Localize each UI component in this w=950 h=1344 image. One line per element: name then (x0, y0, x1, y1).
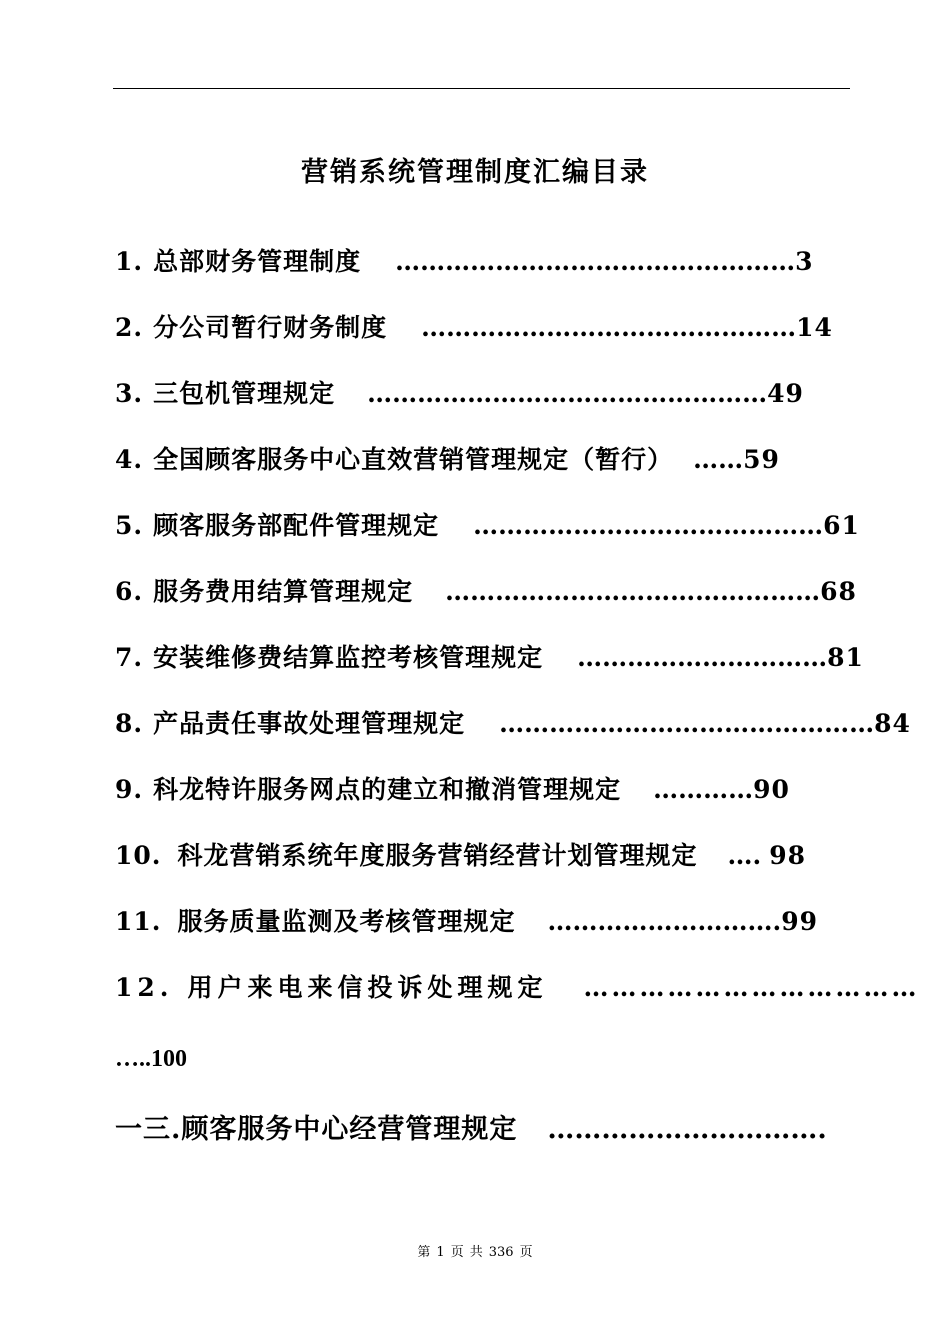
toc-entry[interactable] (115, 311, 833, 345)
toc-entry[interactable] (115, 707, 911, 741)
entry-leader: …… (693, 445, 744, 474)
toc-entry[interactable] (115, 509, 860, 543)
entry-title: 科龙特许服务网点的建立和撤消管理规定 (153, 775, 622, 804)
toc-entry[interactable] (115, 905, 818, 939)
entry-page: 14 (796, 313, 833, 342)
entry-title: 顾客服务部配件管理规定 (153, 511, 440, 540)
entry-leader: ………… (653, 775, 754, 804)
entry-title: 安装维修费结算监控考核管理规定 (153, 643, 544, 672)
entry-leader: ………………………………………… (367, 379, 768, 408)
entry-leader: ………………………. (547, 907, 782, 936)
toc-entry[interactable] (115, 1113, 827, 1147)
entry-number: 12. (115, 973, 174, 1002)
entry-number: 5. (115, 511, 144, 540)
entry-number: 10. (115, 841, 162, 870)
entry-number: 6. (115, 577, 144, 606)
entry-number: 9. (115, 775, 144, 804)
entry-title: 用户来电来信投诉处理规定 (187, 973, 548, 1002)
entry-title: 三包机管理规定 (153, 379, 336, 408)
entry-leader: ……………………………… (583, 973, 920, 1002)
entry-leader: ……………………………………… (445, 577, 821, 606)
header-rule (113, 88, 850, 89)
toc-entry[interactable] (115, 773, 790, 807)
entry-title: 服务质量监测及考核管理规定 (177, 907, 516, 936)
entry-page: 3 (795, 247, 814, 276)
entry-leader: ………………………………………… (395, 247, 796, 276)
entry-leader: …. (727, 841, 762, 870)
footer-page-label: 页 (450, 1245, 464, 1260)
entry-title: 总部财务管理制度 (153, 247, 362, 276)
entry-number: 8. (115, 709, 144, 738)
wrapped-page-number: …..100 (115, 1046, 187, 1072)
entry-number: 7. (115, 643, 144, 672)
entry-leader: ………………………… (577, 643, 828, 672)
entry-page: 98 (769, 841, 807, 870)
entry-page: 81 (827, 643, 864, 672)
toc-entry[interactable] (115, 245, 814, 279)
page-footer (0, 1241, 950, 1260)
entry-title: 分公司暂行财务制度 (153, 313, 388, 342)
entry-leader: ……………………………………… (499, 709, 875, 738)
toc-entry[interactable] (115, 839, 806, 873)
entry-page: 90 (753, 775, 790, 804)
footer-page-number: 1 (436, 1245, 445, 1260)
entry-number: 4. (115, 445, 144, 474)
entry-number: 2. (115, 313, 144, 342)
entry-title: 全国顾客服务中心直效营销管理规定（暂行） (153, 445, 674, 474)
page-title: 营销系统管理制度汇编目录 (301, 157, 649, 188)
entry-title: 服务费用结算管理规定 (153, 577, 414, 606)
toc-entry[interactable] (115, 971, 920, 1005)
entry-title: 顾客服务中心经营管理规定 (181, 1114, 518, 1145)
toc-entry[interactable] (115, 443, 780, 477)
toc-entry[interactable] (115, 575, 857, 609)
entry-page: 61 (823, 511, 860, 540)
footer-prefix: 第 (417, 1245, 431, 1260)
entry-page: 68 (820, 577, 857, 606)
entry-title: 科龙营销系统年度服务营销经营计划管理规定 (177, 841, 698, 870)
toc-entry[interactable] (115, 377, 804, 411)
footer-total-pages: 336 (488, 1245, 514, 1260)
entry-number: 11. (115, 907, 162, 936)
entry-page: 59 (743, 445, 780, 474)
entry-page: 99 (781, 907, 819, 936)
footer-suffix: 页 (519, 1245, 533, 1260)
entry-leader: …………………………………… (473, 511, 824, 540)
entry-number: 1. (115, 247, 144, 276)
entry-title: 产品责任事故处理管理规定 (153, 709, 466, 738)
entry-page: 84 (874, 709, 911, 738)
entry-number: 3. (115, 379, 144, 408)
entry-page: 49 (767, 379, 804, 408)
entry-leader: …………………………. (547, 1114, 827, 1145)
toc-entry[interactable] (115, 641, 864, 675)
entry-leader: ……………………………………… (421, 313, 797, 342)
entry-number: 一三. (115, 1114, 182, 1145)
footer-total-prefix: 共 (469, 1245, 483, 1260)
